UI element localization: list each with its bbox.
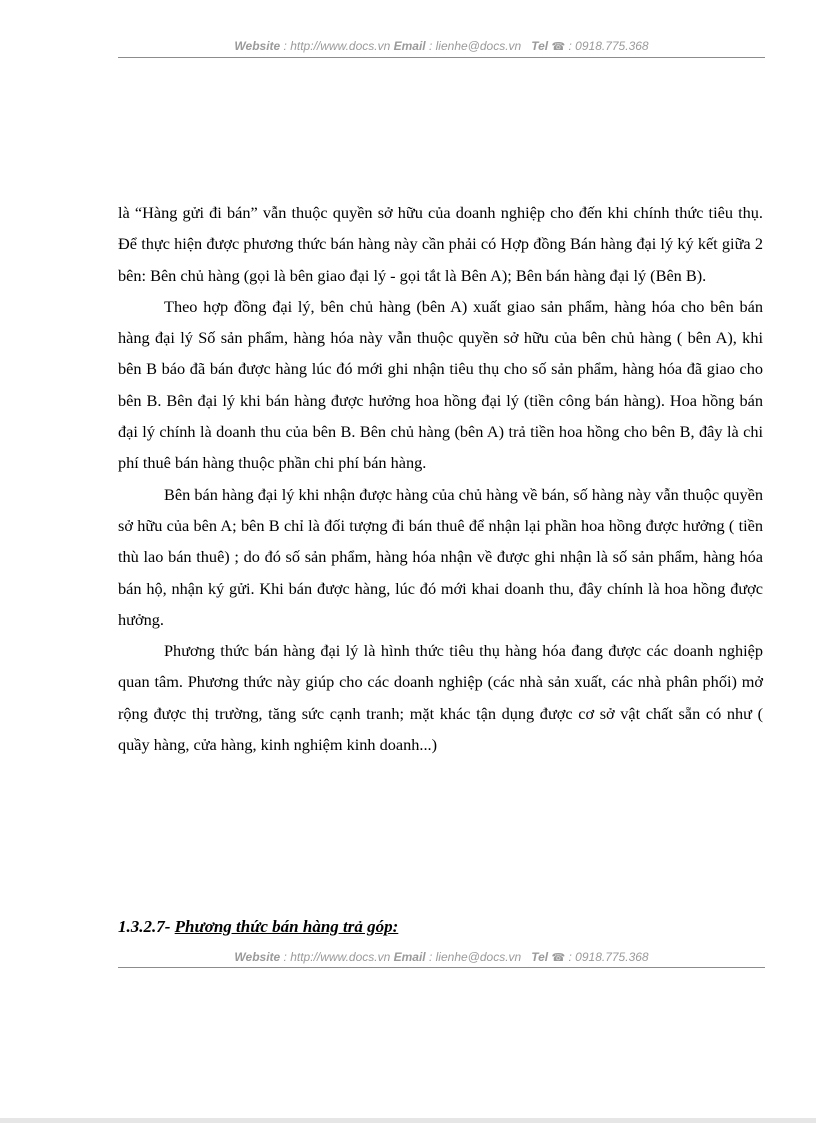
footer-website-link[interactable]: : http://www.docs.vn (283, 950, 391, 964)
footer-email-link[interactable]: : lienhe@docs.vn (428, 950, 522, 964)
header-email-link[interactable]: : lienhe@docs.vn (428, 39, 522, 53)
paragraph-2: Theo hợp đồng đại lý, bên chủ hàng (bên A) xuất giao sản phẩm, hàng hóa cho bên bán hàng đại lý Số sản phẩm, hàng hóa này vẫn thuộc quyền sở hữu của bên chủ hàng ( bên A), khi bên B báo đã bán được hàng lúc đó mới ghi nhận tiêu thụ cho số sản phẩm, hàng hóa đã giao cho bên B. Bên đại lý khi bán hàng được hưởng hoa hồng đại lý (tiền công bán hàng). Hoa hồng bán đại lý chính là doanh thu của bên B. Bên chủ hàng (bên A) trả tiền hoa hồng cho bên B, đây là chi phí thuê bán hàng thuộc phần chi phí bán hàng. (118, 296, 763, 473)
footer-website-label: Website (234, 950, 281, 964)
header-website-link[interactable]: : http://www.docs.vn (283, 39, 391, 53)
page-header (118, 39, 765, 53)
footer-tel-value: : 0918.775.368 (568, 950, 649, 964)
paragraph-4: Phương thức bán hàng đại lý là hình thức tiêu thụ hàng hóa đang được các doanh nghiệp quan tâm. Phương thức này giúp cho các doanh nghiệp (các nhà sản xuất, các nhà phân phối) mở rộng được thị trường, tăng sức cạnh tranh; mặt khác tận dụng được cơ sở vật chất sẵn có như ( quầy hàng, cửa hàng, kinh nghiệm kinh doanh...) (118, 641, 763, 755)
header-divider (118, 57, 765, 58)
section-heading (118, 917, 398, 937)
header-website-label: Website (234, 39, 281, 53)
section-number: 1.3.2.7- (118, 917, 171, 936)
footer-tel-label: Tel (531, 950, 549, 964)
header-tel-label: Tel (531, 39, 549, 53)
telephone-icon: ☎ (551, 41, 566, 53)
section-title: Phương thức bán hàng trả góp: (174, 917, 399, 936)
paragraph-1: là “Hàng gửi đi bán” vẫn thuộc quyền sở hữu của doanh nghiệp cho đến khi chính thức tiêu thụ. Để thực hiện được phương thức bán hàng này cần phải có Hợp đồng Bán hàng đại lý ký kết giữa 2 bên: Bên chủ hàng (gọi là bên giao đại lý - gọi tắt là Bên A); Bên bán hàng đại lý (Bên B). (118, 203, 763, 285)
page-bottom-edge (0, 1118, 816, 1123)
footer-email-label: Email (393, 950, 426, 964)
document-body (118, 197, 763, 760)
header-tel-value: : 0918.775.368 (568, 39, 649, 53)
page-footer (118, 950, 765, 964)
footer-divider (118, 967, 765, 968)
header-email-label: Email (393, 39, 426, 53)
paragraph-3: Bên bán hàng đại lý khi nhận được hàng của chủ hàng về bán, số hàng này vẫn thuộc quyền sở hữu của bên A; bên B chỉ là đối tượng đi bán thuê để nhận lại phần hoa hồng được hưởng ( tiền thù lao bán thuê) ; do đó số sản phẩm, hàng hóa nhận về được ghi nhận là số sản phẩm, hàng hóa bán hộ, nhận ký gửi. Khi bán được hàng, lúc đó mới khai doanh thu, đây chính là hoa hồng được hưởng. (118, 484, 763, 629)
telephone-icon: ☎ (551, 952, 566, 964)
